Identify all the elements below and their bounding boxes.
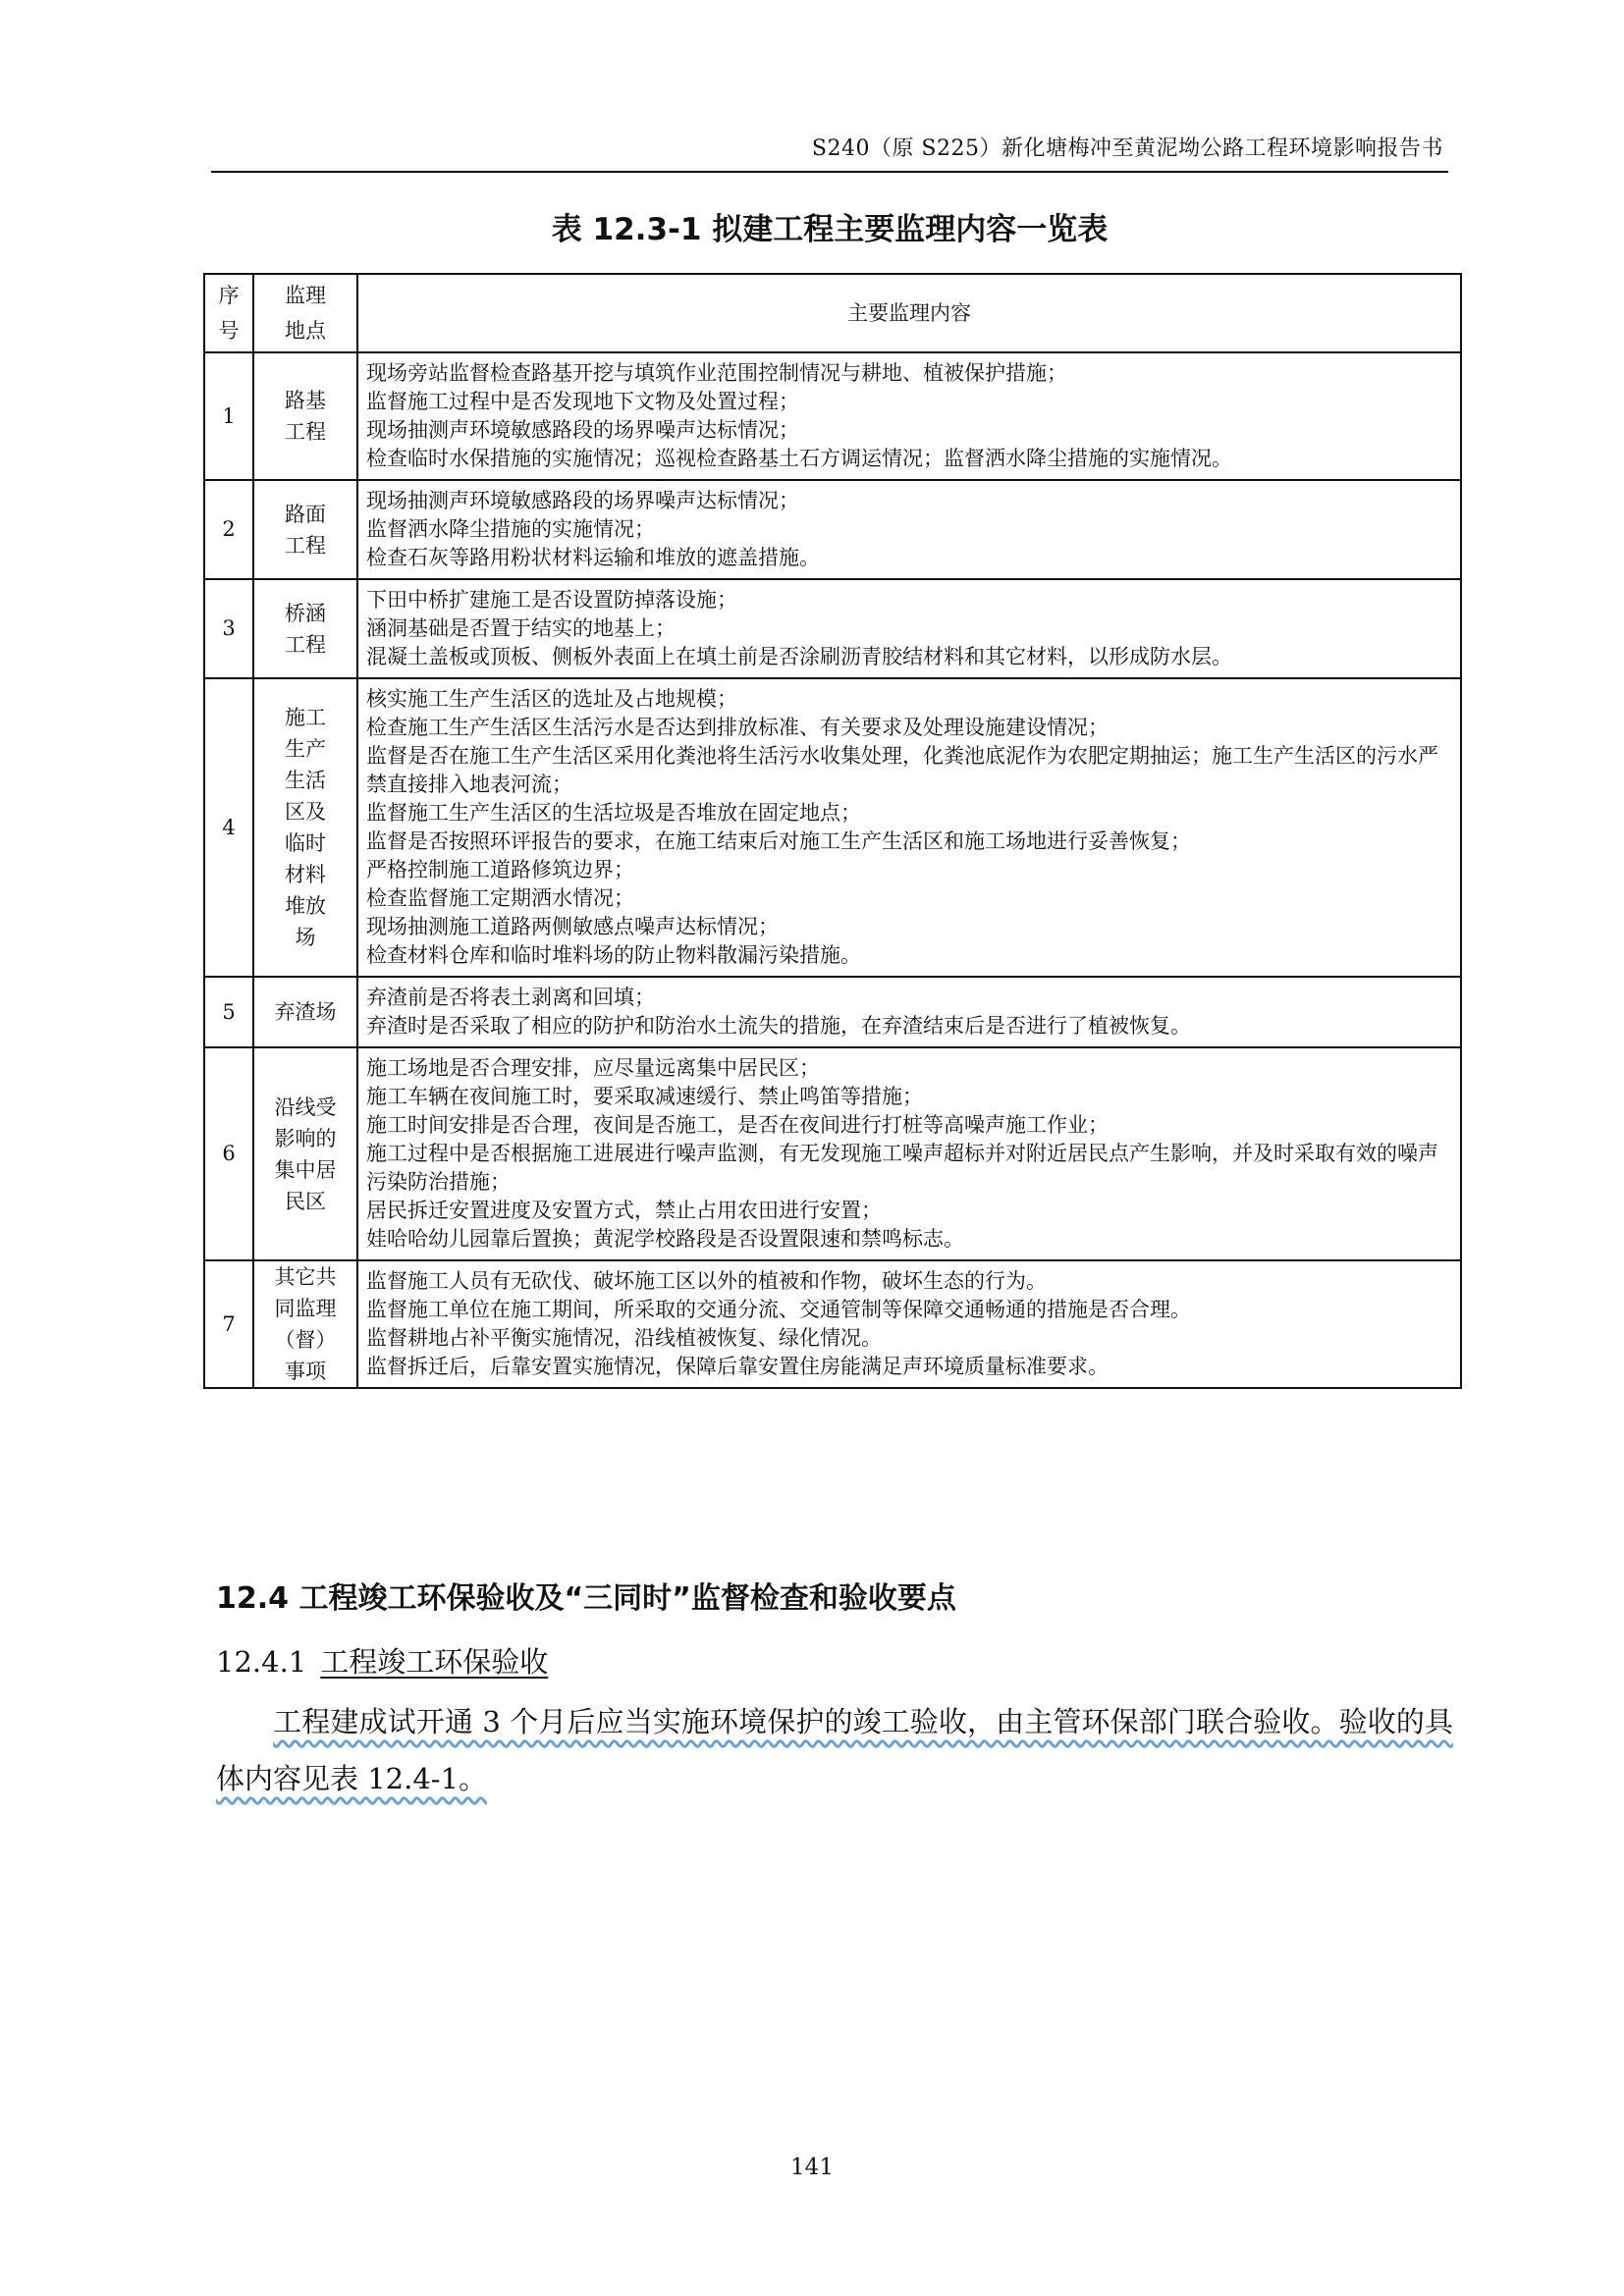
content-item: 监督洒水降尘措施的实施情况； xyxy=(366,517,655,541)
row-number: 2 xyxy=(204,480,253,579)
content-item: 检查材料仓库和临时堆料场的防止物料散漏污染措施。 xyxy=(366,943,861,967)
content-item: 严格控制施工道路修筑边界； xyxy=(366,858,634,881)
row-content xyxy=(357,1260,1461,1388)
row-place xyxy=(253,977,357,1047)
place-line: 路基 xyxy=(285,389,326,412)
content-item: 现场抽测声环境敏感路段的场界噪声达标情况； xyxy=(366,489,799,512)
row-content xyxy=(357,480,1461,579)
header-content: 主要监理内容 xyxy=(357,274,1461,352)
header-number-line: 序 xyxy=(218,284,240,307)
place-line: （督） xyxy=(274,1328,337,1352)
content-item: 检查石灰等路用粉状材料运输和堆放的遮盖措施。 xyxy=(366,546,820,569)
content-item: 现场抽测施工道路两侧敏感点噪声达标情况； xyxy=(366,915,779,938)
content-item: 涵洞基础是否置于结实的地基上； xyxy=(366,616,676,640)
place-line: 桥涵 xyxy=(285,601,326,625)
row-place xyxy=(253,579,357,678)
table-row xyxy=(204,1047,1461,1260)
row-place xyxy=(253,678,357,977)
place-line: 临时 xyxy=(285,831,326,855)
row-number: 5 xyxy=(204,977,253,1047)
content-item: 监督施工生产生活区的生活垃圾是否堆放在固定地点； xyxy=(366,801,861,825)
place-line: 材料 xyxy=(285,863,326,886)
place-line: 生活 xyxy=(285,769,326,792)
place-line: 场 xyxy=(295,926,316,949)
table-row xyxy=(204,480,1461,579)
row-content xyxy=(357,1047,1461,1260)
row-number: 7 xyxy=(204,1260,253,1388)
place-line: 集中居 xyxy=(274,1157,337,1182)
row-content xyxy=(357,678,1461,977)
table-row xyxy=(204,352,1461,480)
table-row xyxy=(204,977,1461,1047)
table-header-row xyxy=(204,274,1461,352)
place-line: 工程 xyxy=(285,533,326,558)
row-number: 4 xyxy=(204,678,253,977)
content-item: 娃哈哈幼儿园靠后置换；黄泥学校路段是否设置限速和禁鸣标志。 xyxy=(366,1227,964,1251)
supervision-table xyxy=(203,273,1462,1389)
place-line: 工程 xyxy=(285,632,326,657)
header-rule xyxy=(211,171,1448,173)
content-item: 检查临时水保措施的实施情况；巡视检查路基土石方调运情况；监督洒水降尘措施的实施情况。 xyxy=(366,447,1232,470)
paragraph-text: 工程建成试开通 3 个月后应当实施环境保护的竣工验收，由主管环保部门联合验收。验收的具体内容见表 12.4-1。 xyxy=(216,1705,1453,1795)
header-number xyxy=(204,274,253,352)
content-item: 现场抽测声环境敏感路段的场界噪声达标情况； xyxy=(366,418,799,442)
row-content xyxy=(357,352,1461,480)
content-item: 混凝土盖板或顶板、侧板外表面上在填土前是否涂刷沥青胶结材料和其它材料，以形成防水层。 xyxy=(366,645,1232,668)
place-line: 影响的 xyxy=(274,1126,337,1150)
content-item: 监督施工过程中是否发现地下文物及处置过程； xyxy=(366,390,799,413)
content-item: 监督拆迁后，后靠安置实施情况，保障后靠安置住房能满足声环境质量标准要求。 xyxy=(366,1355,1109,1378)
header-number-line: 号 xyxy=(218,319,240,343)
page-number: 141 xyxy=(790,2155,834,2180)
content-item: 居民拆迁安置进度及安置方式，禁止占用农田进行安置； xyxy=(366,1199,882,1222)
row-number: 3 xyxy=(204,579,253,678)
place-line: 民区 xyxy=(285,1189,326,1213)
table-row xyxy=(204,579,1461,678)
content-item: 监督施工单位在施工期间，所采取的交通分流、交通管制等保障交通畅通的措施是否合理。 xyxy=(366,1298,1191,1321)
content-item: 现场旁站监督检查路基开挖与填筑作业范围控制情况与耕地、植被保护措施； xyxy=(366,361,1067,385)
place-line: 路面 xyxy=(285,502,326,526)
content-item: 监督是否在施工生产生活区采用化粪池将生活污水收集处理，化粪池底泥作为农肥定期抽运；施工生产生活区的污水严禁直接排入地表河流； xyxy=(366,744,1438,796)
subsection-number: 12.4.1 xyxy=(216,1645,307,1679)
table-row xyxy=(204,678,1461,977)
subsection-title: 工程竣工环保验收 xyxy=(320,1645,549,1679)
row-content xyxy=(357,579,1461,678)
content-item: 施工时间安排是否合理，夜间是否施工，是否在夜间进行打桩等高噪声施工作业； xyxy=(366,1113,1109,1137)
content-item: 核实施工生产生活区的选址及占地规模； xyxy=(366,687,737,711)
place-line: 事项 xyxy=(285,1360,326,1383)
row-place xyxy=(253,1047,357,1260)
section-heading: 12.4 工程竣工环保验收及“三同时”监督检查和验收要点 xyxy=(216,1581,956,1616)
place-line: 沿线受 xyxy=(274,1095,337,1119)
row-place xyxy=(253,480,357,579)
body-paragraph xyxy=(216,1693,1453,1807)
place-line: 其它共 xyxy=(274,1265,337,1289)
row-place xyxy=(253,1260,357,1388)
content-item: 弃渣前是否将表土剥离和回填； xyxy=(366,986,655,1009)
place-line: 堆放 xyxy=(285,894,326,918)
report-header: S240（原 S225）新化塘梅冲至黄泥坳公路工程环境影响报告书 xyxy=(811,136,1443,161)
place-line: 施工 xyxy=(285,706,326,729)
content-item: 检查监督施工定期洒水情况； xyxy=(366,886,634,910)
row-place xyxy=(253,352,357,480)
place-line: 生产 xyxy=(285,737,326,761)
content-item: 监督施工人员有无砍伐、破坏施工区以外的植被和作物，破坏生态的行为。 xyxy=(366,1269,1047,1293)
table-caption: 表 12.3-1 拟建工程主要监理内容一览表 xyxy=(551,212,1109,247)
place-line: 工程 xyxy=(285,420,326,444)
header-place xyxy=(253,274,357,352)
header-place-line: 地点 xyxy=(285,319,326,343)
row-number: 1 xyxy=(204,352,253,480)
content-item: 监督耕地占补平衡实施情况，沿线植被恢复、绿化情况。 xyxy=(366,1326,882,1350)
content-item: 施工场地是否合理安排，应尽量远离集中居民区； xyxy=(366,1056,820,1080)
content-item: 监督是否按照环评报告的要求，在施工结束后对施工生产生活区和施工场地进行妥善恢复； xyxy=(366,829,1191,853)
content-item: 下田中桥扩建施工是否设置防掉落设施； xyxy=(366,588,737,612)
place-line: 区及 xyxy=(285,800,326,824)
content-item: 检查施工生产生活区生活污水是否达到排放标准、有关要求及处理设施建设情况； xyxy=(366,716,1109,739)
table-body xyxy=(204,352,1461,1388)
row-number: 6 xyxy=(204,1047,253,1260)
place-line: 同监理 xyxy=(274,1297,337,1320)
header-place-line: 监理 xyxy=(285,284,326,307)
subsection-heading xyxy=(216,1640,548,1681)
content-item: 弃渣时是否采取了相应的防护和防治水土流失的措施，在弃渣结束后是否进行了植被恢复。 xyxy=(366,1014,1191,1038)
place-line: 弃渣场 xyxy=(274,1000,337,1024)
table-row xyxy=(204,1260,1461,1388)
content-item: 施工车辆在夜间施工时，要采取减速缓行、禁止鸣笛等措施； xyxy=(366,1085,923,1108)
content-item: 施工过程中是否根据施工进展进行噪声监测，有无发现施工噪声超标并对附近居民点产生影响，并及时采取有效的噪声污染防治措施； xyxy=(366,1142,1438,1194)
row-content xyxy=(357,977,1461,1047)
